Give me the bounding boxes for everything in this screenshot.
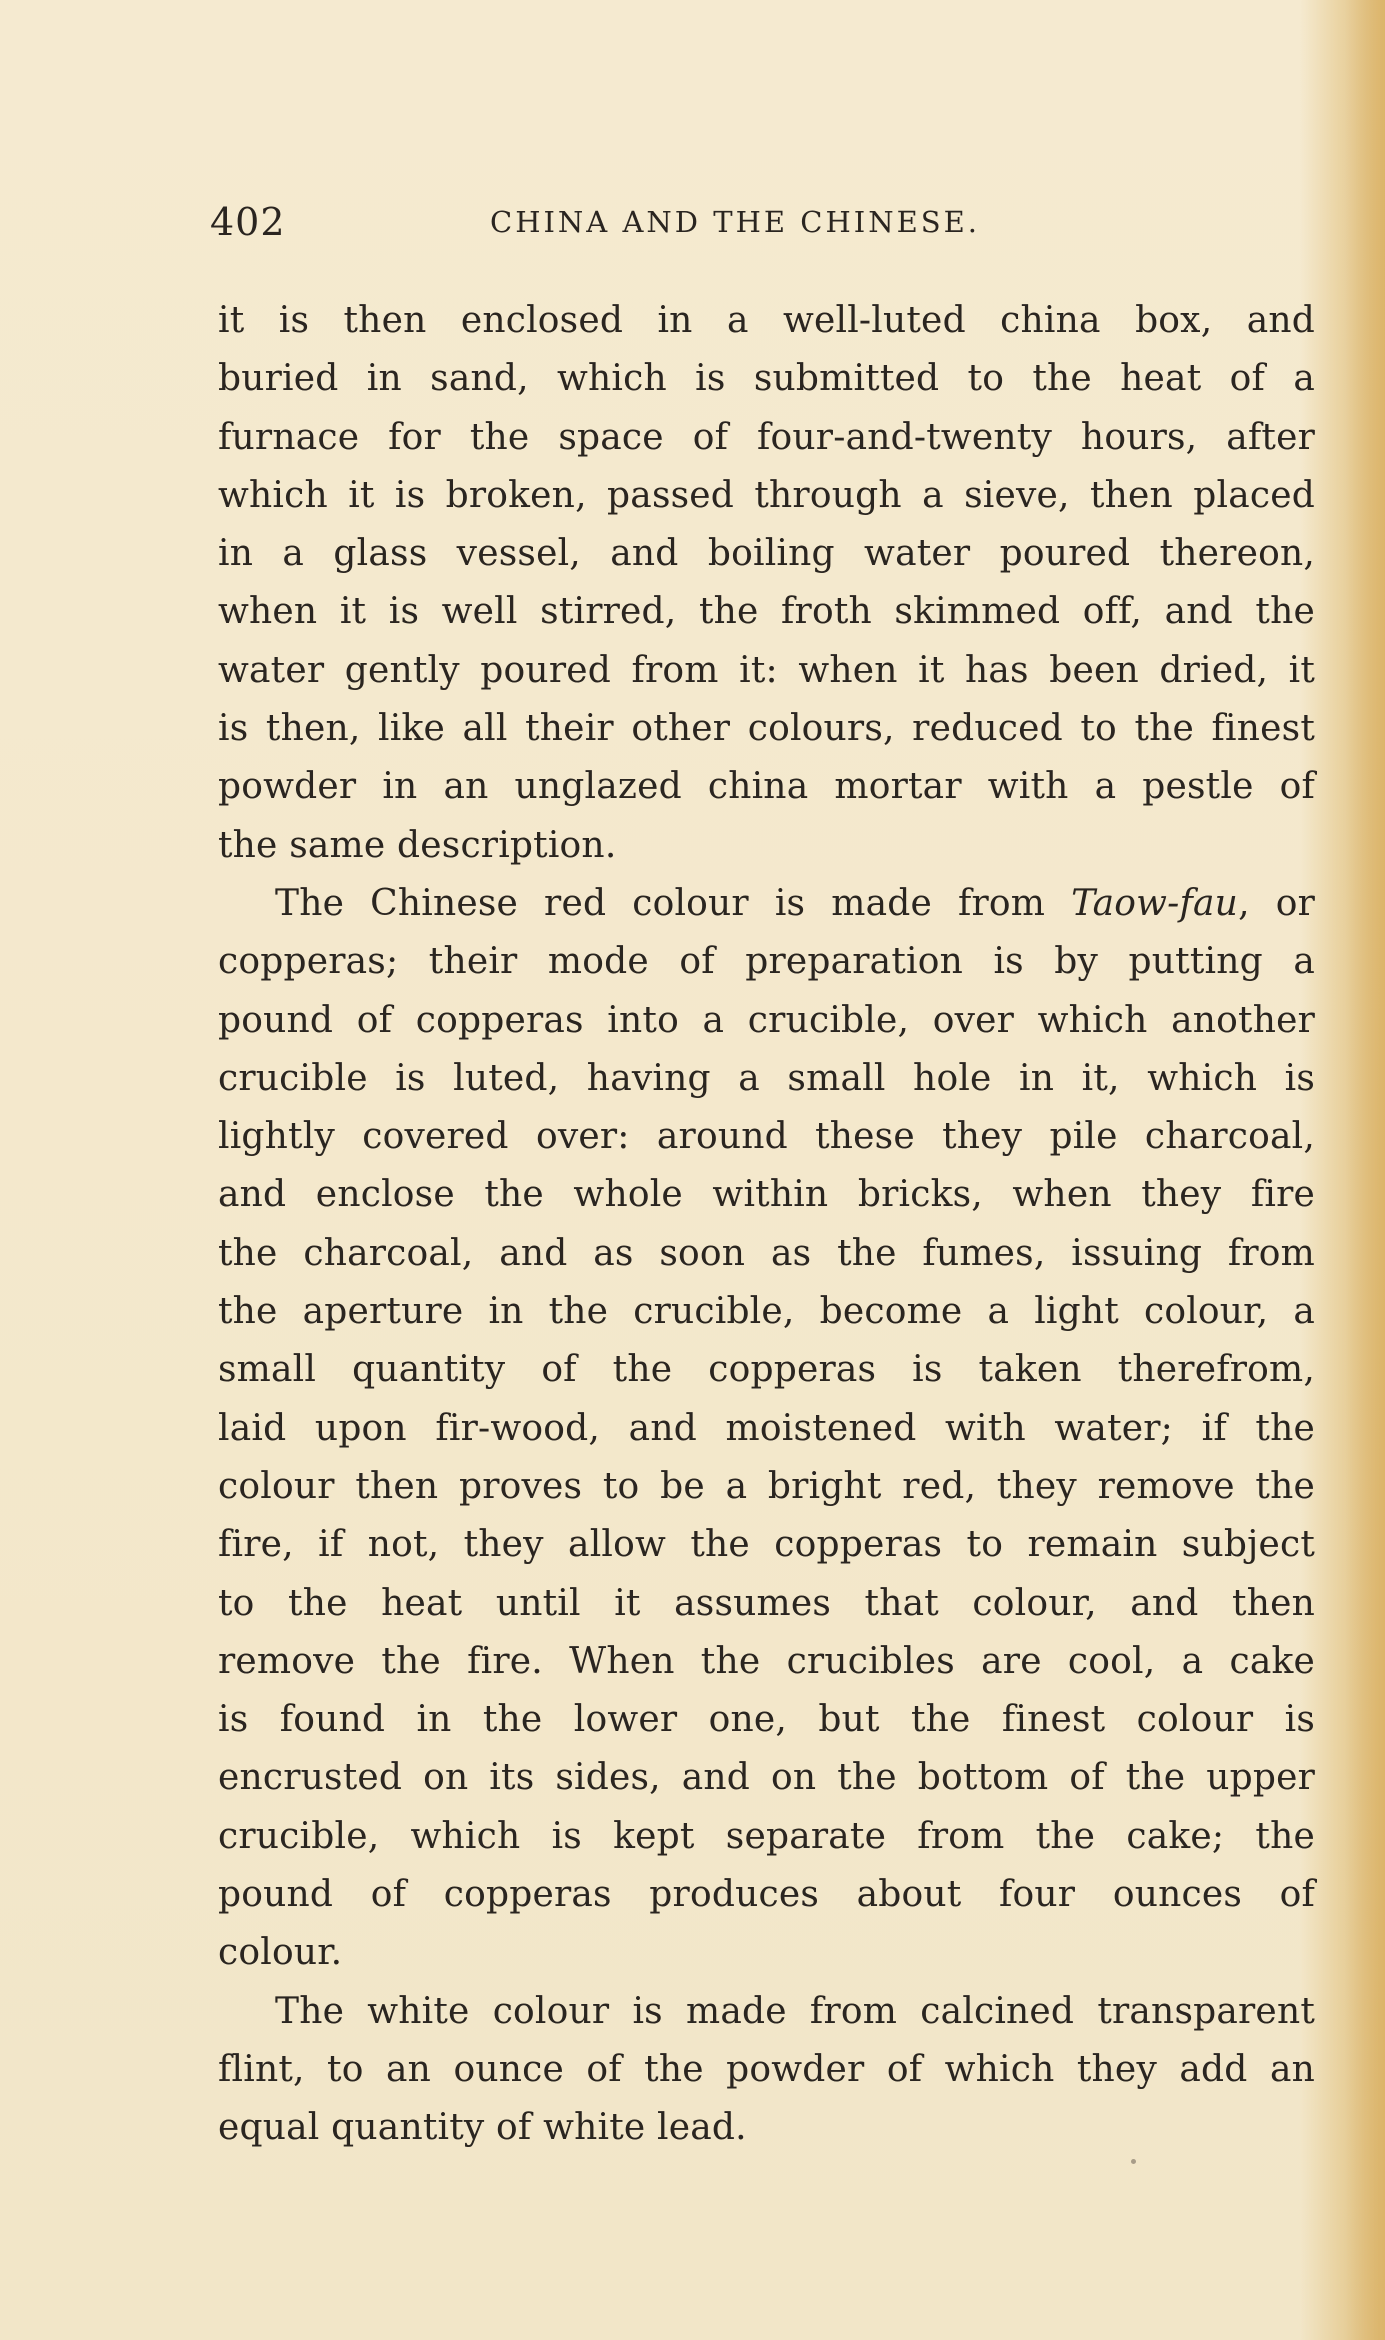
running-head: [210, 196, 1180, 248]
text-line: encrusted on its sides, and on the bottom of the upper: [218, 1757, 1315, 1799]
text-line: to the heat until it assumes that colour, and then: [218, 1582, 1315, 1624]
text-fragment: , or: [1238, 882, 1315, 924]
text-line: crucible, which is kept separate from the cake; the: [218, 1815, 1315, 1857]
text-line: remove the fire. When the crucibles are cool, a cake: [218, 1640, 1315, 1682]
text-line: the aperture in the crucible, become a light colour, a: [218, 1291, 1315, 1333]
text-line: is found in the lower one, but the finest colour is: [218, 1699, 1315, 1741]
text-line: and enclose the whole within bricks, when they fire: [218, 1174, 1315, 1216]
text-line: pound of copperas into a crucible, over which another: [218, 999, 1315, 1041]
body-text: [218, 292, 1315, 2158]
text-line: small quantity of the copperas is taken therefrom,: [218, 1349, 1315, 1391]
text-line: copperas; their mode of preparation is by putting a: [218, 941, 1315, 983]
text-line: crucible is luted, having a small hole in it, which is: [218, 1057, 1315, 1099]
text-line: colour then proves to be a bright red, they remove the: [218, 1465, 1315, 1507]
text-line: powder in an unglazed china mortar with a pestle of: [218, 766, 1315, 808]
text-line: laid upon fir-wood, and moistened with water; if the: [218, 1407, 1315, 1449]
text-line: water gently poured from it: when it has been dried, it: [218, 649, 1315, 691]
paragraph-end-line: the same description.: [218, 824, 617, 866]
text-line: furnace for the space of four-and-twenty hours, after: [218, 416, 1315, 458]
paragraph-start-line: [218, 875, 1315, 933]
text-line: flint, to an ounce of the powder of which they add an: [218, 2048, 1315, 2090]
text-line: lightly covered over: around these they pile charcoal,: [218, 1116, 1315, 1158]
paragraph-end-line: equal quantity of white lead.: [218, 2107, 747, 2149]
text-line: it is then enclosed in a well-luted china box, and: [218, 300, 1315, 341]
italic-term: Taow-fau: [1071, 882, 1239, 924]
text-line: the charcoal, and as soon as the fumes, issuing from: [218, 1232, 1315, 1274]
paragraph-start-line: The white colour is made from calcined transparent: [275, 1990, 1315, 2032]
text-line: in a glass vessel, and boiling water poured thereon,: [218, 533, 1315, 575]
text-fragment: The Chinese red colour is made from: [275, 882, 1072, 924]
text-line: fire, if not, they allow the copperas to remain subject: [218, 1524, 1315, 1566]
page-number: 402: [210, 200, 286, 244]
page-edge-shading: [1345, 0, 1385, 2340]
text-line: buried in sand, which is submitted to the heat of a: [218, 358, 1315, 400]
paper-speck: [1131, 2159, 1136, 2164]
running-head-title: CHINA AND THE CHINESE.: [490, 205, 981, 239]
text-line: when it is well stirred, the froth skimmed off, and the: [218, 591, 1315, 633]
text-line: pound of copperas produces about four ounces of: [218, 1874, 1315, 1916]
text-line: is then, like all their other colours, reduced to the finest: [218, 708, 1315, 750]
text-line: which it is broken, passed through a sieve, then placed: [218, 474, 1315, 516]
paragraph-end-line: colour.: [218, 1932, 343, 1974]
